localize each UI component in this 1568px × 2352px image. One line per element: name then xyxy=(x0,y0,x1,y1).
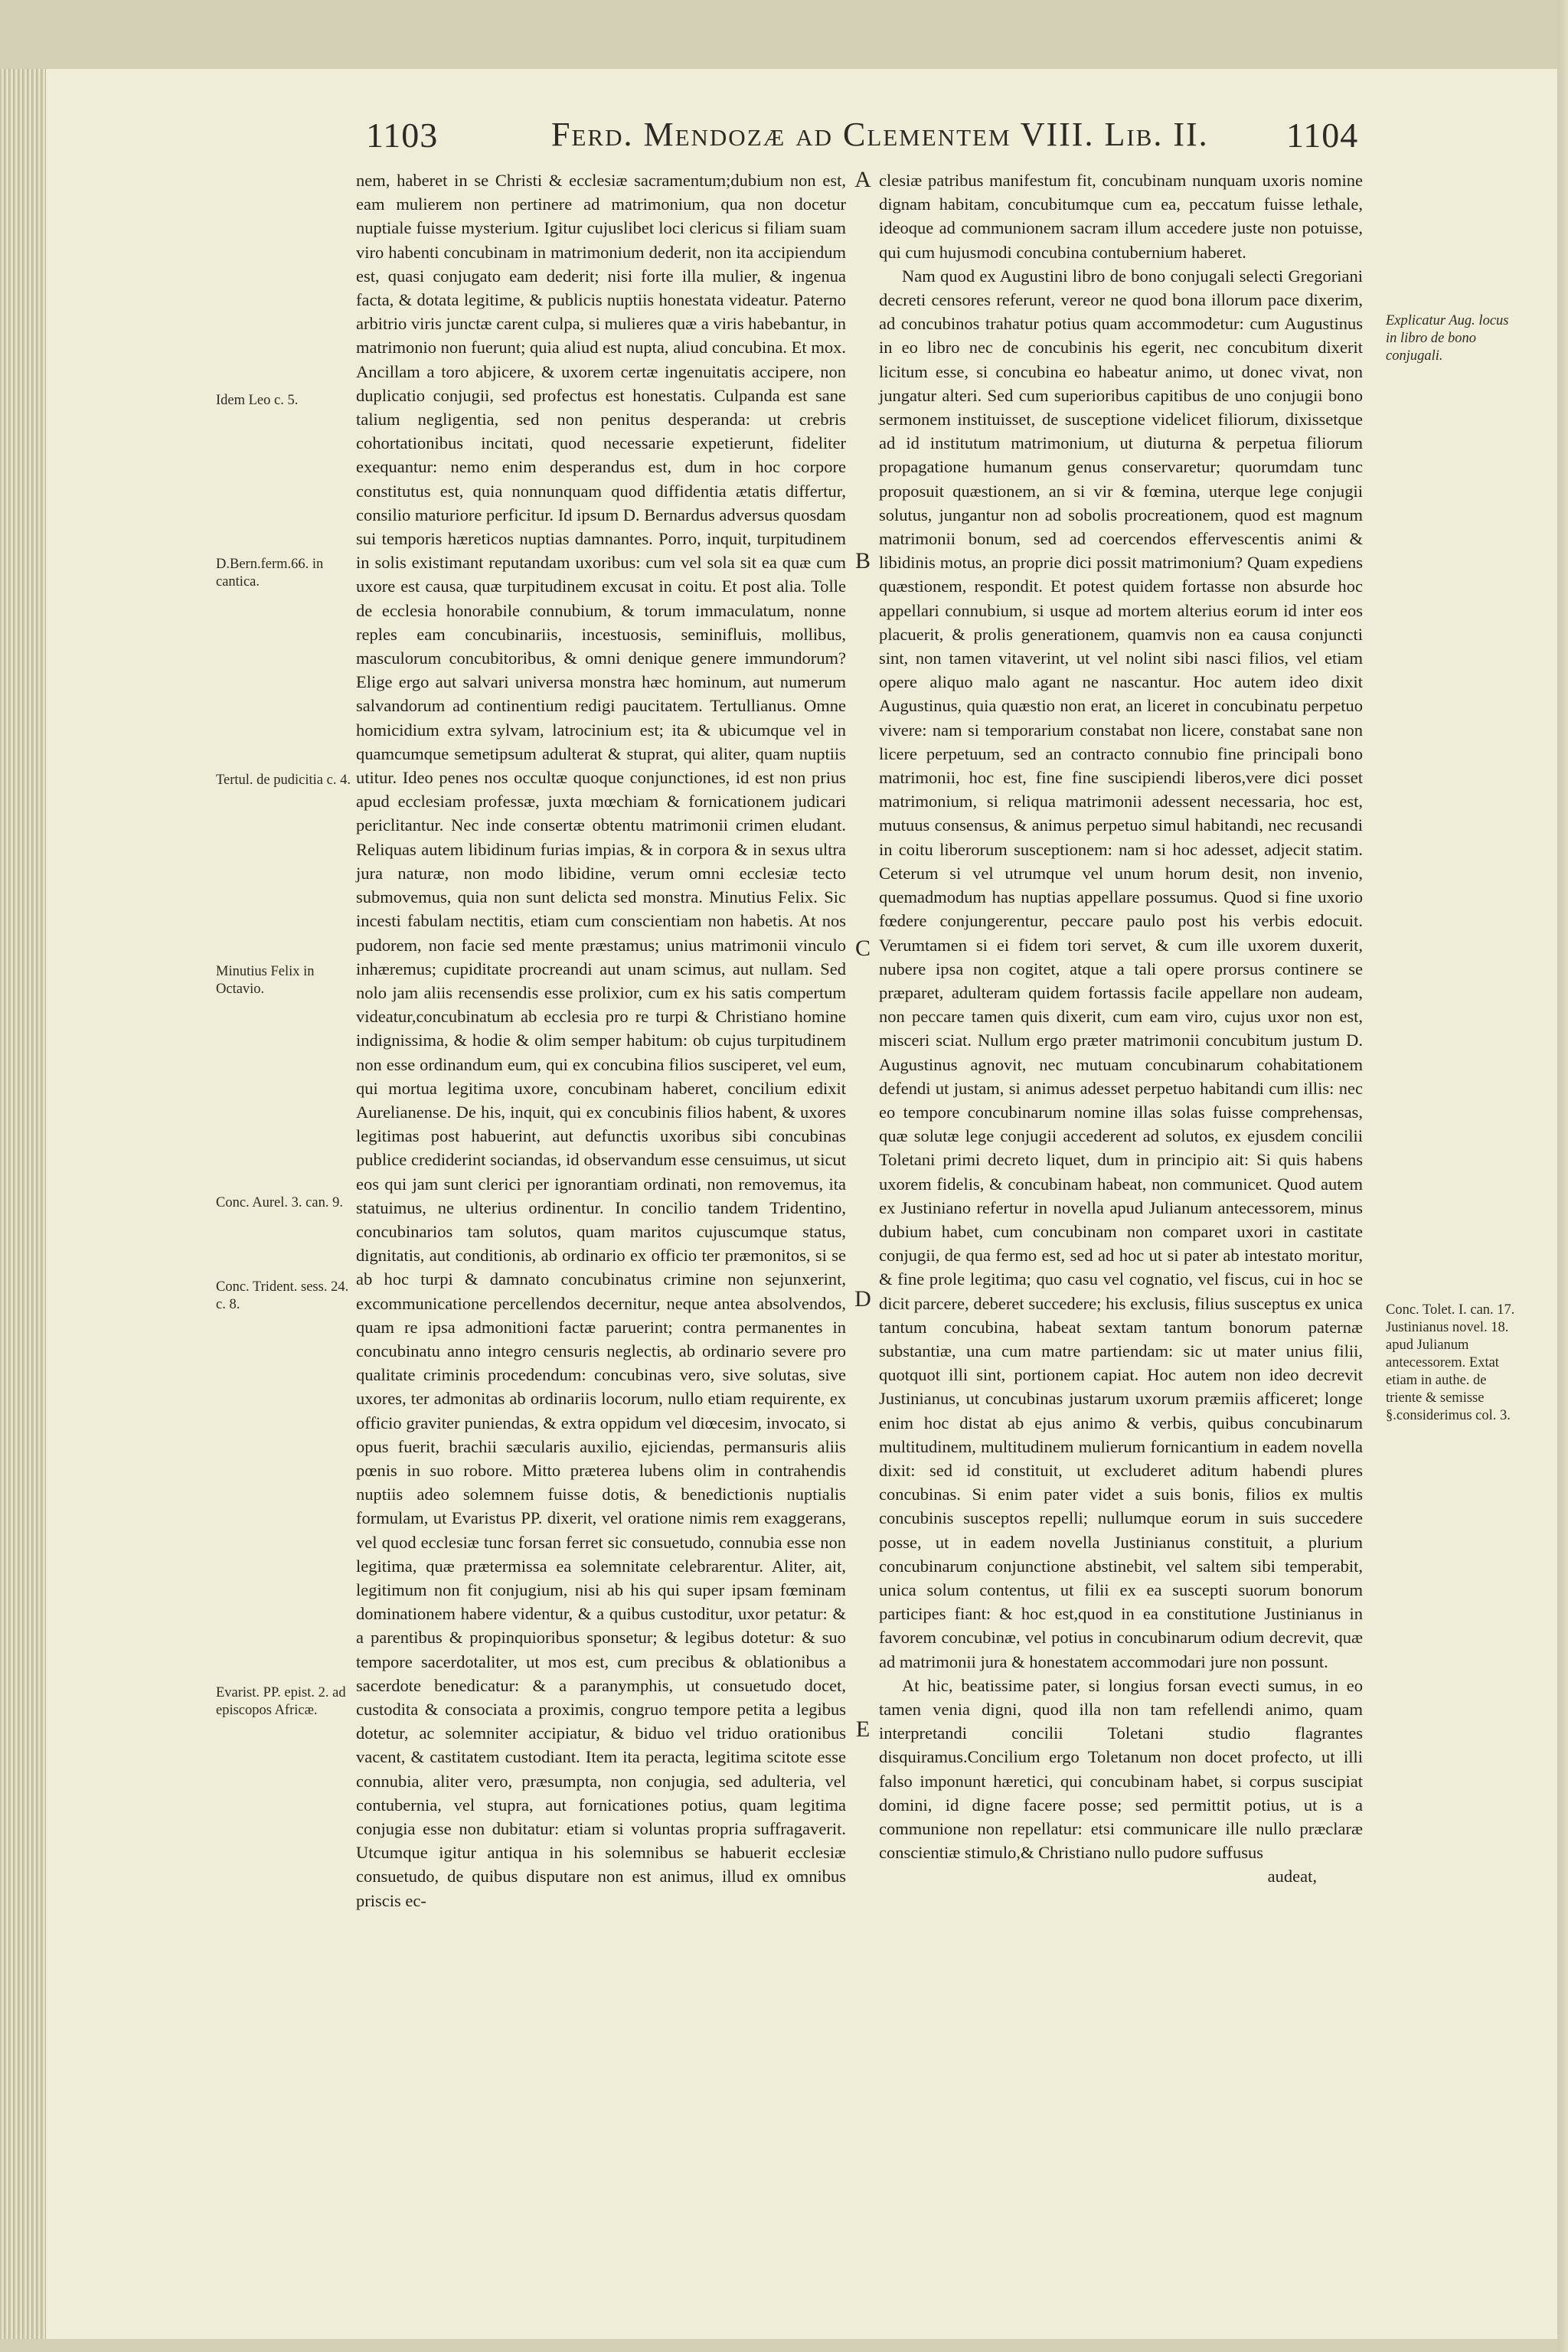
margin-note-left: Tertul. de pudicitia c. 4. xyxy=(216,773,351,788)
paragraph: clesiæ patribus manifestum fit, concubinam nunquam uxoris nomine dignam habitam, concubitumque cum ea, peccatum fuisse lethale, ideoque ad communionem sacram illum accedere juste non potuisse, qui cum hujusmodi concubina contubernium haberet. xyxy=(879,171,1363,262)
margin-note-left: D.Bern.ferm.66. in cantica. xyxy=(216,557,324,590)
section-letter-e: E xyxy=(855,1717,871,1742)
section-letter-b: B xyxy=(854,548,871,573)
paragraph: At hic, beatissime pater, si longius forsan evecti sumus, in eo tamen venia digni, quod illa non tam refellendi animo, quam interpretandi concilii Toletani studio flagrantes disquiramus.Concilium ergo Toletanum non docet profecto, ut illi falso imponunt hæretici, qui concubinam habet, si corpus suscipiat domini, id digne facere posse; sed permittit potius, ut is a communione non repellatur: etsi communicare ille nullo præclaræ conscientiæ stimulo,& Christiano nullo pudore suffusus xyxy=(879,1675,1363,1863)
paragraph: Nam quod ex Augustini libro de bono conjugali selecti Gregoriani decreti censores referunt, vereor ne quod bona illorum pace dixerim, ad concubinos trahatur potius quam accommodetur: cum Augustinus in eo libro nec de concubinis his egerit, nec concubitum dixerit licitum esse, si concubina eo habeatur animo, ut donec vivat, non jungatur alteri. Sed cum superioribus capitibus de uno conjugii bono sermonem instituisset, de susceptione videlicet filiorum, dixissetque ad id institutum matrimonium, ut diuturna & perpetua filiorum propagatione humanum genus conservaretur; quorumdam tunc proposuit quæstionem, an si vir & fœmina, uterque lege conjugii solutus, jungantur non ad sobolis procreationem, quod est magnum matrimonii bonum, sed ad coercendos effervescentis animi & libidinis motus, an proprie dici possit matrimonium? Quam expediens quæstionem, respondit. Et potest quidem fortasse non absurde hoc appellari connubium, si usque ad mortem alterius eorum id inter eos placuerit, & prolis generationem, quamvis non ea causa conjuncti sint, non tamen vitaverint, ut vel nolint sibi nasci filios, vel etiam opere aliquo malo agant ne nascantur. Hoc autem ideo dixit Augustinus, quia quæstio non erat, an liceret in concubinatu perpetuo vivere: nam si temporarium constabat non licere, constabat sane non licere perpetuum, sed an contracto connubio fine principali bono matrimonii, hoc est, fine fine suscipiendi liberos,vere dici posset matrimonium, si reliqua matrimonii adessent necessaria, hoc est, mutuus consensus, & animus perpetuo simul habitandi, nec recusandi in coitu liberorum susceptionem: nam si hoc adesset, adjecit statim. Ceterum si vel utrumque vel unum horum desit, non invenio, quemadmodum has nuptias appellare possumus. Quod si fine uxorio fœdere conjungerentur, peccare paulo post his verbis edocuit. Verumtamen si ei fidem tori servet, & cum ille uxorem duxerit, nubere ipsa non cogitet, atque a tali opere prorsus continere se præparet, adulteram quidem fortassis facile appellare non audeam, non peccare tamen quis dixerit, cum eam viro, cujus uxor non est, misceri sciat. Nullum ergo præter matrimonii concubitum justum D. Augustinus agnovit, nec mutuam concubinarum cohabitationem defendi ut justam, si animus adesset perpetuo habitandi cum illis: nec eo tempore concubinarum nomine illas solas fuisse comprehensas, quæ solutæ lege conjugii accederent ad solutos, ex ejusdem concilii Toletani primi decreto liquet, dum in principio ait: Si quis habens uxorem fidelis, & concubinam habeat, non communicet. Quod autem ex Justiniano refertur in novella apud Julianum antecessorem, minus dubium habet, cum concubinam non comparet uxori in castitate conjugii, de qua fermo est, sed ad hoc ut si pater ab intestato moritur, & fine prole legitima; quo casu vel cognatio, vel fiscus, cui in hoc se dicit parcere, deberet succedere; his exclusis, filius susceptus ex unica tantum concubina, habeat sextam tantum bonorum paternæ substantiæ, una cum matre partiendam: sic ut mater unius filii, quotquot illi sint, portionem capiat. Hoc autem non ideo decrevit Justinianus, ut concubinas justarum uxorum præmiis afficeret; longe enim hoc distat ab ejus animo & verbis, quibus concubinarum multitudinem, multitudinem mulierum fornicantium in eadem novella dixit: sed id constituit, ut excluderet aditum habendi plures concubinas. Si enim pater videt a suis bonis, filios ex multis concubinis susceptos repelli; nullumque eorum in suis succedere posse, ut in eadem novella Justinianus constituit, a plurium concubinarum conjunctione abstinebit, vel saltem sibi temperabit, unica solum contentus, ut filii ex ea suscepti suorum bonorum participes fiant: & hoc est,quod in ea constitutione Justinianus in favorem concubinæ, vel potius in concubinarum odium decrevit, quæ ad matrimonii jura & honestatem accommodari jure non possunt. xyxy=(879,266,1363,1671)
margin-note-left: Conc. Trident. sess. 24. c. 8. xyxy=(216,1279,349,1312)
margin-note-left: Evarist. PP. epist. 2. ad episcopos Africæ. xyxy=(216,1685,346,1718)
section-letter-a: A xyxy=(854,167,871,192)
text-column-left xyxy=(356,168,846,2282)
page-header xyxy=(0,115,1568,168)
running-title: Ferd. Mendozæ ad Clementem VIII. Lib. II. xyxy=(551,116,1209,153)
book-right-edge xyxy=(1557,0,1568,2352)
page-number-right: 1104 xyxy=(1286,116,1359,155)
catchword: audeat, xyxy=(1267,1867,1317,1886)
section-letter-c: C xyxy=(854,936,871,961)
book-page-stack-edge xyxy=(0,69,47,2339)
section-letter-d: D xyxy=(854,1286,871,1312)
text-column-right xyxy=(879,168,1363,2328)
margin-note-left: Conc. Aurel. 3. can. 9. xyxy=(216,1195,343,1210)
margin-note-right: Explicatur Aug. locus in libro de bono conjugali. xyxy=(1386,313,1509,364)
paragraph: nem, haberet in se Christi & ecclesiæ sacramentum;dubium non est, eam mulierem non pertinere ad matrimonium, qua non docetur nuptiale fuisse mysterium. Igitur cujuslibet loci clericus si filiam suam viro habenti concubinam in matrimonium dederit, non ita accipiendum est, quasi conjugato eam dederit; nisi forte illa mulier, & ingenua facta, & dotata legitime, & publicis nuptiis honestata videatur. Paterno arbitrio viris junctæ carent culpa, si mulieres quæ a viris habebantur, in matrimonio non fuerunt; quia aliud est nupta, aliud concubina. Et mox. Ancillam a toro abjicere, & uxorem certæ ingenuitatis accipere, non duplicatio conjugii, sed profectus est honestatis. Culpanda est sane talium negligentia, sed non penitus desperanda: ut crebris cohortationibus incitati, quod necessarie expetierunt, fideliter exequantur: nemo enim desperandus est, dum in hoc corpore constitutus est, quia nonnunquam quod diffidentia ætatis differtur, consilio maturiore perficitur. Id ipsum D. Bernardus adversus quosdam sui temporis hæreticos nuptias damnantes. Porro, inquit, turpitudinem in solis existimant reputandam uxoribus: cum vel sola sit ea quæ cum uxore est causa, quæ turpitudinem excusat in coitu. Et post alia. Tolle de ecclesia honorabile connubium, & torum immaculatum, nonne reples eam concubinariis, incestuosis, seminifluis, mollibus, masculorum concubitoribus, & omni denique genere immundorum? Elige ergo aut salvari universa monstra hæc hominum, aut numerum salvandorum ad continentium redigi paucitatem. Tertullianus. Omne homicidium extra sylvam, latrocinium est; ita & ubicumque vel in quamcumque semetipsum adulterat & stuprat, qui aliter, quam nuptiis utitur. Ideo penes nos occultæ quoque conjunctiones, id est non prius apud ecclesiam professæ, juxta mœchiam & fornicationem judicari periclitantur. Nec inde consertæ obtentu matrimonii crimen eludant. Reliquas autem libidinum furias impias, & in corpora & in sexus ultra jura naturæ, non modo libidine, verum omni ecclesiæ tecto submovemus, quia non sunt delicta sed monstra. Minutius Felix. Sic incesti fabulam nectitis, etiam cum conscientiam non habetis. At nos pudorem, non facie sed mente præstamus; unius matrimonii vinculo inhæremus; cupiditate procreandi aut unam scimus, aut nullam. Sed nolo jam aliis recensendis esse prolixior, cum ex his satis compertum videatur,concubinatum ab ecclesia pro re turpi & Christiano homine indignissima, & hodie & olim semper habitum: ob cujus turpitudinem non esse ordinandum eum, qui ex concubina filios susciperet, vel eum, qui mortua legitima uxore, concubinam haberet, concilium edixit Aurelianense. De his, inquit, qui ex concubinis filios habent, & uxores legitimas post habuerint, aut defunctis uxoribus sibi concubinas publice crediderint sociandas, id observandum esse censuimus, ut sicut eos qui jam sunt clerici per ignorantiam ordinati, non removemus, ita statuimus, ne ulterius ordinentur. In concilio tandem Tridentino, concubinarios tam solutos, quam maritos cujuscumque status, dignitatis, aut conditionis, ab ordinario ex officio ter præmonitos, si se ab hoc turpi & damnato concubinatus crimine non sejunxerint, excommunicatione percellendos decernitur, neque antea absolvendos, quam re ipsa admonitioni factæ paruerint; contra permanentes in concubinatu anno integro censuris neglectis, ab ordinario severe pro qualitate criminis procedendum: concubinas vero, sive solutas, sive uxores, ter admonitas ab ordinariis locorum, nullo etiam requirente, ex officio graviter puniendas, & extra oppidum vel diœcesim, invocato, si opus fuerit, brachii sæcularis auxilio, ejiciendas, permansuris aliis pœnis in suo robore. Mitto præterea lubens olim in contrahendis nuptiis adeo solemnem fuisse dotis, & benedictionis nuptialis formulam, ut Evaristus PP. dixerit, vel oratione nimis rem exaggerans, vel quod ecclesiæ tunc forsan ferret sic consuetudo, connubia esse non legitima, quæ prætermissa ea solemnitate celebrarentur. Aliter, ait, legitimum non fit conjugium, nisi ab his qui super ipsam fœminam dominationem habere videntur, & a quibus custoditur, uxor petatur: & a parentibus & propinquioribus sponsetur; & legibus dotetur: & suo tempore sacerdotaliter, ut mos est, cum precibus & oblationibus a sacerdote benedicatur: & a paranymphis, ut consuetudo docet, custodita & consociata a proximis, congruo tempore petita a legibus dotetur, ac solemniter accipiatur, & biduo vel triduo orationibus vacent, & castitatem custodiant. Item ita peracta, legitima scitote esse connubia, aliter vero, præsumpta, non conjugia, sed adulteria, vel contubernia, vel stupra, aut fornicationes potius, quam legitima conjugia esse non dubitatur: etiam si voluntas propria suffragaverit. Utcumque igitur antiqua in his solemnibus se habuerit ecclesiæ consuetudo, de quibus disputare non est animus, illud ex omnibus priscis ec- xyxy=(356,171,846,1910)
margin-note-left: Idem Leo c. 5. xyxy=(216,393,299,408)
page-number-left: 1103 xyxy=(366,116,439,155)
margin-note-right: Conc. Tolet. I. can. 17. Justinianus novel. 18. apud Julianum antecessorem. Extat etiam in authe. de triente & semisse §.considerimus col. 3. xyxy=(1386,1302,1515,1423)
margin-note-left: Minutius Felix in Octavio. xyxy=(216,964,315,997)
